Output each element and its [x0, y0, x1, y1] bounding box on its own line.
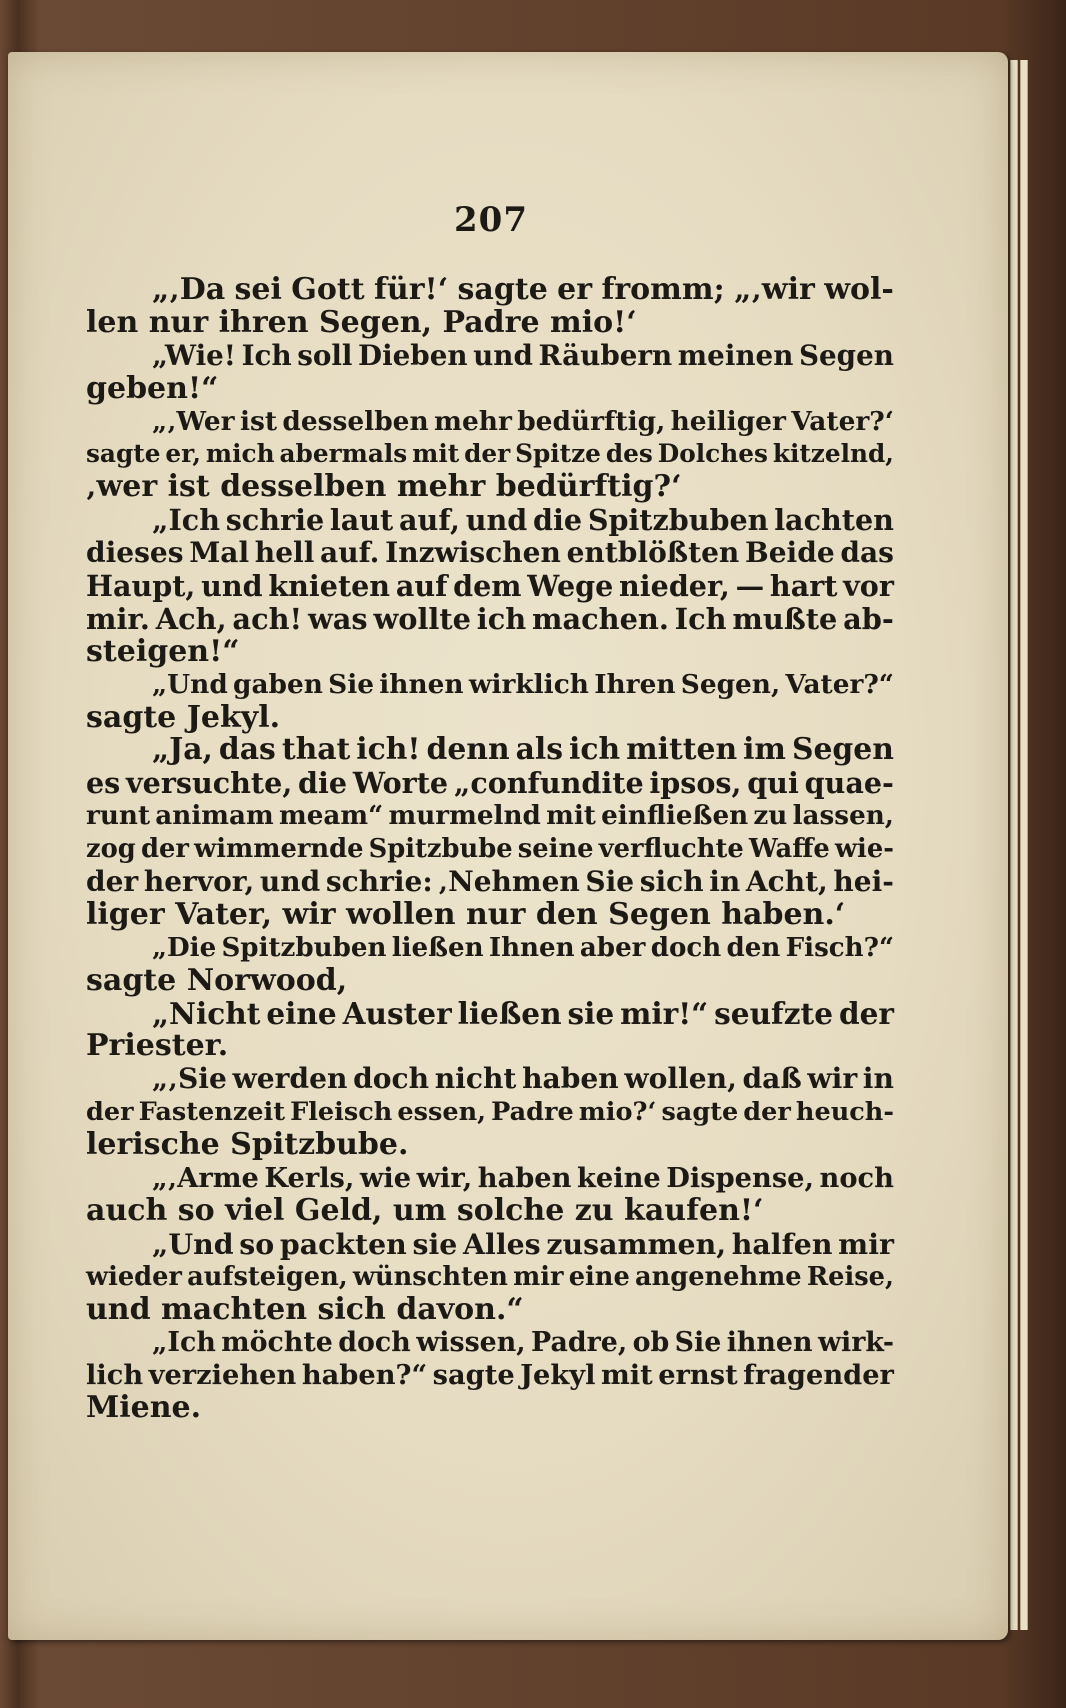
- text-line: es versuchte, die Worte „confundite ipsos, qui quae-: [86, 766, 894, 801]
- text-line: „‚Wer ist desselben mehr bedürftig, heiliger Vater?‘: [152, 405, 894, 437]
- text-line: mir. Ach, ach! was wollte ich machen. Ich mußte ab-: [86, 601, 894, 636]
- text-line: sagte er, mich abermals mit der Spitze des Dolches kitzelnd,: [86, 439, 894, 469]
- text-line: „‚Da sei Gott für!‘ sagte er fromm; „‚wir wol-: [152, 272, 894, 307]
- text-line: „Wie! Ich soll Dieben und Räubern meinen Segen: [152, 338, 894, 372]
- text-line: steigen!“: [86, 633, 240, 669]
- text-line: „Nicht eine Auster ließen sie mir!“ seufzte der: [152, 995, 894, 1031]
- text-line: „Ich möchte doch wissen, Padre, ob Sie ihnen wirk-: [152, 1326, 894, 1358]
- text-line: sagte Jekyl.: [86, 699, 281, 735]
- text-line: len nur ihren Segen, Padre mio!‘: [86, 304, 637, 340]
- text-line: „‚Sie werden doch nicht haben wollen, daß wir in: [152, 1062, 894, 1096]
- text-line: ‚wer ist desselben mehr bedürftig?‘: [86, 469, 682, 505]
- text-line: „Ich schrie laut auf, und die Spitzbuben lachten: [152, 503, 894, 538]
- text-line: zog der wimmernde Spitzbube seine verfluchte Waffe wie-: [86, 834, 894, 865]
- text-line: lich verziehen haben?“ sagte Jekyl mit ernst fragender: [86, 1359, 894, 1392]
- page-number: 207: [454, 200, 528, 240]
- text-line: Haupt, und knieten auf dem Wege nieder, — hart vor: [86, 569, 894, 604]
- body-text: [86, 274, 894, 1425]
- page-edge: [1010, 60, 1018, 1630]
- text-line: „Und so packten sie Alles zusammen, halfen mir: [152, 1226, 894, 1261]
- book-page: [8, 52, 1008, 1640]
- text-line: lerische Spitzbube.: [86, 1127, 409, 1163]
- text-line: der Fastenzeit Fleisch essen, Padre mio?‘ sagte der heuch-: [86, 1097, 894, 1128]
- text-line: „Die Spitzbuben ließen Ihnen aber doch den Fisch?“: [152, 931, 894, 963]
- text-line: und machten sich davon.“: [86, 1291, 524, 1327]
- text-line: sagte Norwood,: [86, 962, 348, 998]
- text-line: „Und gaben Sie ihnen wirklich Ihren Segen, Vater?“: [152, 668, 894, 700]
- text-line: Priester.: [86, 1028, 229, 1064]
- page-edge: [1020, 60, 1028, 1630]
- text-line: Miene.: [86, 1390, 202, 1426]
- text-line: der hervor, und schrie: ‚Nehmen Sie sich in Acht, hei-: [86, 865, 894, 899]
- text-line: wieder aufsteigen, wünschten mir eine angenehme Reise,: [86, 1261, 894, 1292]
- text-line: dieses Mal hell auf. Inzwischen entblößten Beide das: [86, 536, 894, 570]
- text-line: geben!“: [86, 370, 219, 406]
- text-line: liger Vater, wir wollen nur den Segen haben.‘: [86, 896, 846, 932]
- text-line: „Ja, das that ich! denn als ich mitten im Segen: [152, 732, 894, 768]
- text-line: „‚Arme Kerls, wie wir, haben keine Dispense, noch: [152, 1162, 894, 1195]
- text-line: runt animam meam“ murmelnd mit einfließen zu lassen,: [86, 800, 894, 832]
- text-line: auch so viel Geld, um solche zu kaufen!‘: [86, 1192, 764, 1228]
